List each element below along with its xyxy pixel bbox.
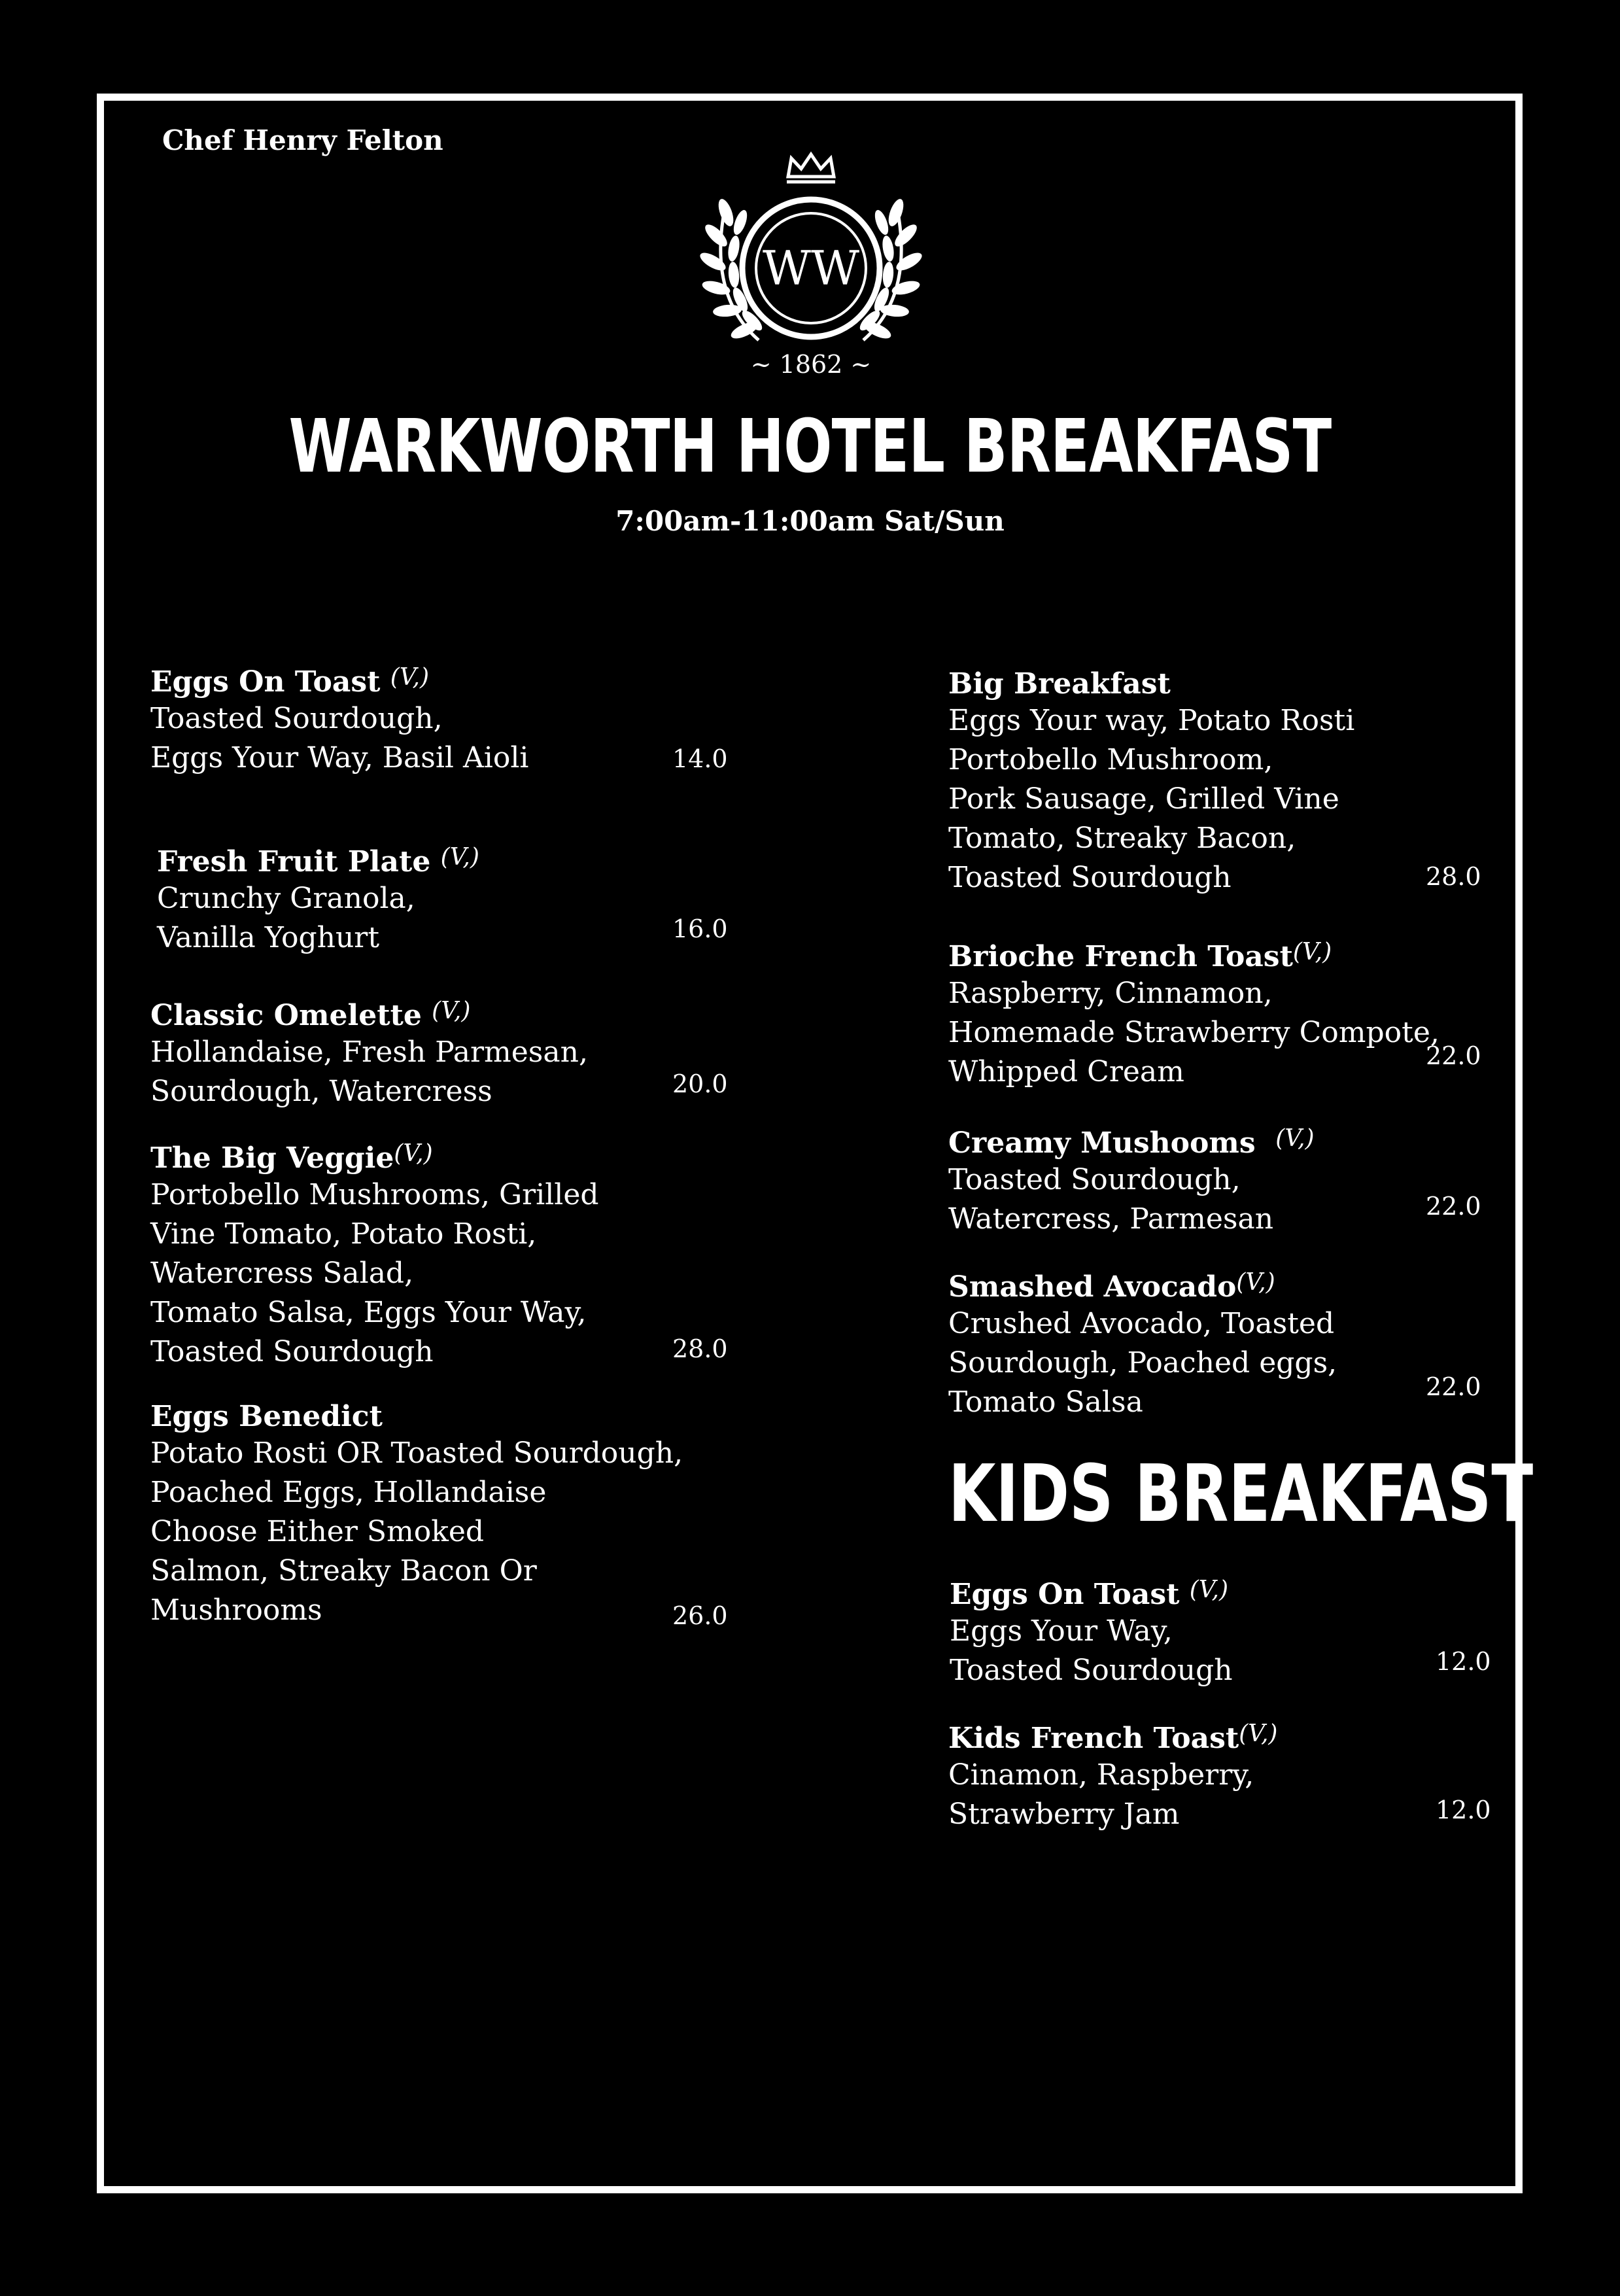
kids-section-title: KIDS BREAKFAST [948,1449,1534,1540]
item-description-line: Vanilla Yoghurt [157,921,380,954]
item-description-line: Portobello Mushroom, [948,743,1273,776]
item-price: 22.0 [1426,1192,1481,1221]
item-description-line: Pork Sausage, Grilled Vine [948,782,1339,816]
item-name: Creamy Mushooms [948,1126,1256,1160]
item-description-line: Vine Tomato, Potato Rosti, [150,1217,537,1251]
item-name: The Big Veggie [150,1141,394,1175]
item-description-line: Eggs Your Way, [950,1614,1173,1648]
item-name: Kids French Toast [948,1722,1239,1755]
menu-item-creamy-mushooms [948,1122,1315,1239]
item-name: Brioche French Toast [948,940,1293,973]
item-description-line: Potato Rosti OR Toasted Sourdough, [150,1436,683,1470]
item-description-line: Raspberry, Cinnamon, [948,977,1273,1010]
item-description-line: Mushrooms [150,1593,322,1627]
item-description-line: Choose Either Smoked [150,1515,485,1548]
menu-item-brioche-french-toast [948,935,1439,1092]
item-description-line: Homemade Strawberry Compote, [948,1016,1439,1049]
logo-monogram: WW [762,241,860,296]
menu-item-fresh-fruit-plate [157,841,479,958]
item-price: 22.0 [1426,1372,1481,1401]
vegetarian-mark: (V,) [1275,1125,1315,1152]
item-price: 28.0 [672,1334,728,1363]
menu-item-the-big-veggie [150,1137,599,1372]
menu-item-smashed-avocado [948,1266,1337,1422]
item-description-line: Cinamon, Raspberry, [948,1758,1254,1792]
item-description-line: Toasted Sourdough, [150,702,443,735]
item-description-line: Tomato Salsa, Eggs Your Way, [150,1296,587,1329]
item-price: 22.0 [1426,1041,1481,1070]
item-price: 12.0 [1436,1796,1491,1824]
item-name: Fresh Fruit Plate [157,845,431,878]
item-description-line: Crushed Avocado, Toasted [948,1307,1335,1340]
item-description-line: Salmon, Streaky Bacon Or [150,1554,537,1588]
item-description-line: Eggs Your Way, Basil Aioli [150,741,529,774]
item-description-line: Crunchy Granola, [157,882,415,915]
item-price: 16.0 [672,914,728,943]
menu-item-eggs-benedict [150,1400,683,1630]
item-description-line: Poached Eggs, Hollandaise [150,1476,547,1509]
item-description-line: Watercress Salad, [150,1257,414,1290]
menu-item-eggs-on-toast [150,661,528,778]
item-description-line: Tomato Salsa [948,1385,1143,1419]
item-description-line: Tomato, Streaky Bacon, [948,822,1296,855]
item-description-line: Strawberry Jam [948,1798,1180,1831]
vegetarian-mark: (V,) [1189,1576,1229,1603]
item-description-line: Toasted Sourdough [948,861,1232,894]
item-description-line: Toasted Sourdough [950,1654,1233,1687]
menu-item-classic-omelette [150,994,588,1111]
item-name: Big Breakfast [948,667,1171,701]
vegetarian-mark: (V,) [432,998,471,1024]
item-description-line: Toasted Sourdough, [948,1163,1241,1196]
item-description-line: Sourdough, Watercress [150,1075,492,1108]
item-price: 28.0 [1426,862,1481,891]
item-name: Eggs On Toast [950,1578,1180,1611]
item-description-line: Toasted Sourdough [150,1335,434,1368]
hotel-crest-logo [680,150,942,386]
vegetarian-mark: (V,) [440,844,479,871]
vegetarian-mark: (V,) [390,664,430,691]
item-name: Eggs On Toast [150,665,381,699]
chef-name: Chef Henry Felton [162,124,443,156]
item-price: 20.0 [672,1070,728,1098]
menu-item-kids-french-toast [948,1717,1277,1834]
crown-icon [787,154,835,182]
item-description-line: Whipped Cream [948,1055,1184,1088]
menu-item-kids-eggs-on-toast [950,1573,1233,1690]
item-price: 14.0 [672,744,728,773]
vegetarian-mark: (V,) [394,1140,433,1167]
item-description-line: Watercress, Parmesan [948,1202,1274,1236]
item-name: Smashed Avocado [948,1270,1237,1304]
menu-item-big-breakfast [948,667,1354,897]
vegetarian-mark: (V,) [1236,1269,1275,1296]
item-price: 26.0 [672,1601,728,1630]
page-title: WARKWORTH HOTEL BREAKFAST [288,404,1332,489]
item-description-line: Hollandaise, Fresh Parmesan, [150,1035,588,1069]
vegetarian-mark: (V,) [1239,1720,1278,1747]
item-name: Eggs Benedict [150,1400,383,1433]
item-description-line: Sourdough, Poached eggs, [948,1346,1337,1380]
item-price: 12.0 [1436,1647,1491,1676]
vegetarian-mark: (V,) [1292,939,1332,965]
logo-year: ~ 1862 ~ [750,350,872,379]
item-description-line: Portobello Mushrooms, Grilled [150,1178,599,1211]
opening-hours: 7:00am-11:00am Sat/Sun [615,505,1005,537]
item-description-line: Eggs Your way, Potato Rosti [948,704,1355,737]
item-name: Classic Omelette [150,999,422,1032]
